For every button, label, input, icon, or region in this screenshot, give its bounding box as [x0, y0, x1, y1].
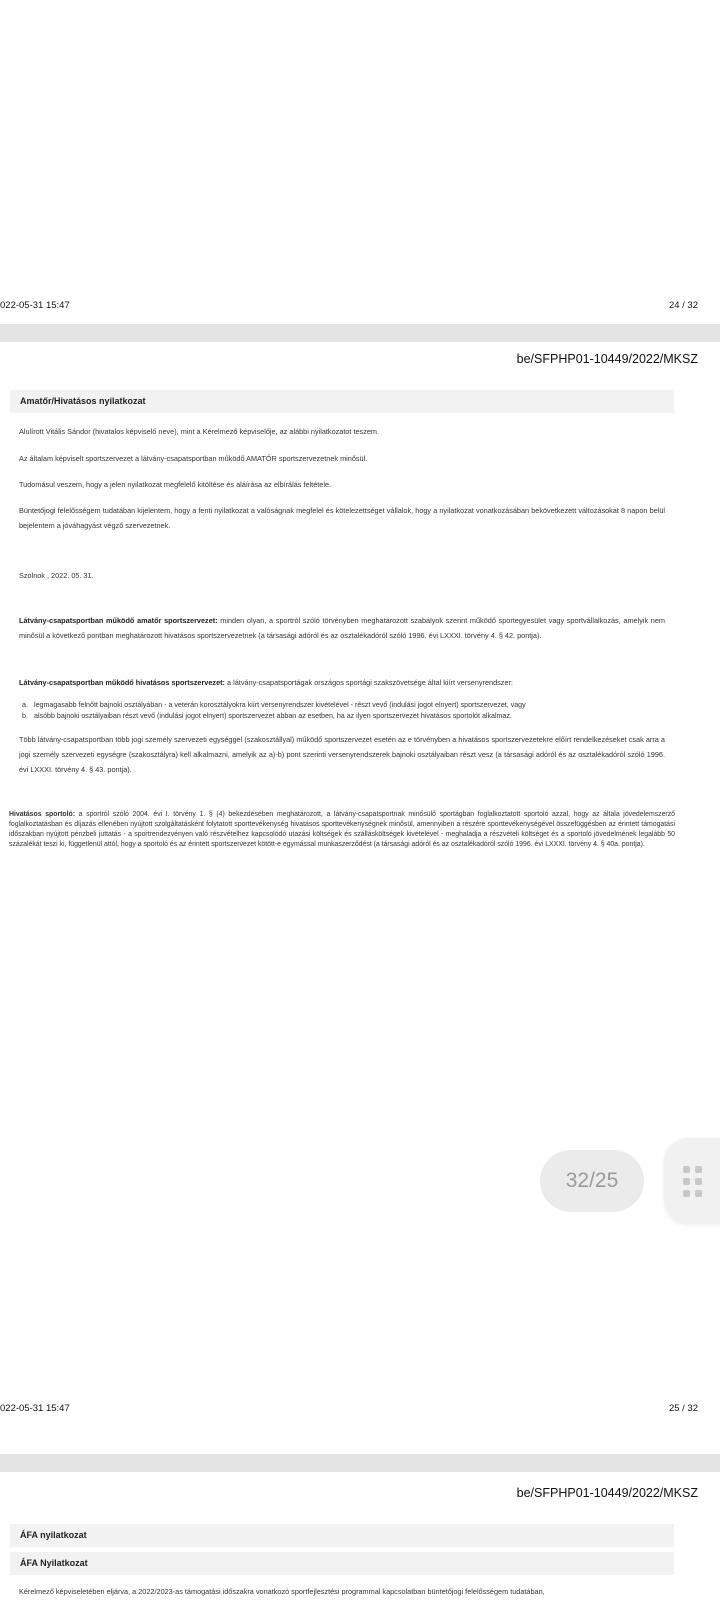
definition-amateur-text: minden olyan, a sportról szóló törvényben meghatározott szabályok szerint működő sportegyesület vagy sportvállalkozás, amelyik nem minősül a következő pontban meghatározott hivatásos sportszervezetnek (a társasági adóról és az osztalékadóról szóló 1996. évi LXXXI. törvény 4. § 42. pontja).: [19, 616, 666, 640]
paragraph-intro: Alulírott Vitális Sándor (hivatalos képviselő neve), mint a Kérelmező képviselője, az alábbi nyilatkozatot teszem.: [19, 427, 380, 436]
definition-professional-athlete: [9, 810, 675, 850]
grid-menu-button[interactable]: [664, 1138, 720, 1224]
paragraph-multiple-sports: Több látvány-csapatsportban több jogi személy szervezeti egységgel (szakosztállyal) működő sportszervezet esetén az e törvényben a hivatásos sportszervezetekre előírt rendelkezéseket csak arra a jogi személy szervezeti egységre (szakosztályra) kell alkalmazni, amelyik az a)-b) pont szerinti versenyrendszerek bajnoki osztályaiban részt vesz (a társasági adóról és az osztalékadóról szóló 1996. évi LXXXI. törvény 4. § 43. pontja).: [19, 735, 665, 774]
footer-date: 022-05-31 15:47: [0, 300, 70, 311]
professional-athlete-text: a sportról szóló 2004. évi I. törvény 1. § (4) bekezdésében meghatározott, a látvány-csapatsportnak minősülő sportágban foglalkoztatott sportoló azzal, hogy az általa jövedelemszerző foglalkoztatásban és díjazás ellenében nyújtott szolgáltatásként folytatott sporttevékenység hivatásos sporttevékenységnek minősül, amennyiben a részére sporttevékenységével összefüggésben az érintett támogatási időszakban nyújtott pénzbeli juttatás - a sportrendezvényen való részvételhez kapcsolódó utazási költségek és szállásköltségek kivételével - meghaladja a részvételi költséget és a sportoló jövedelmének legalább 50 százalékát teszi ki, függetlenül attól, hogy a sportoló és az érintett sportszervezet kötött-e egymással munkaszerződést (a társasági adóról és az osztalékadóról szóló 1996. évi LXXXI. törvény 4. § 40a. pontja).: [9, 811, 675, 849]
document-id: be/SFPHP01-10449/2022/MKSZ: [516, 352, 698, 366]
list-item: b. alsóbb bajnoki osztályaiban részt vevő (indulási jogot elnyert) sportszervezet abban az esetben, ha az ilyen sportszervezet hivatásos sportolót alkalmaz.: [22, 712, 512, 720]
footer-page-number: 24 / 32: [668, 300, 698, 311]
definition-amateur-title: Látvány-csapatsportban működő amatőr sportszervezet:: [19, 616, 218, 625]
footer-date: 022-05-31 15:47: [0, 1403, 70, 1414]
page-24: [0, 0, 720, 324]
page-counter: 32/25: [540, 1150, 644, 1212]
page-25: [0, 342, 720, 1454]
footer-page-number: 25 / 32: [668, 1403, 698, 1414]
definition-list: [22, 700, 662, 722]
list-item: a. legmagasabb felnőtt bajnoki osztályában - a veterán korosztályokra kiírt versenyrendszer kivételével - részt vevő (indulási jogot elnyert) sportszervezet, vagy: [22, 701, 526, 709]
place-date: Szolnok , 2022. 05. 31.: [19, 571, 94, 580]
paragraph-vat-intro: Kérelmező képviseletében eljárva, a 2022/2023-as támogatási időszakra vonatkozó sportfejlesztési programmal kapcsolatban büntetőjogi felelősségem tudatában,: [19, 1587, 545, 1596]
document-id: be/SFPHP01-10449/2022/MKSZ: [516, 1486, 698, 1500]
paragraph-acknowledge: Tudomásul veszem, hogy a jelen nyilatkozat megfelelő kitöltése és aláírása az elbírálás feltétele.: [19, 480, 332, 489]
page-26: [0, 1472, 720, 1600]
definition-professional-title: Látvány-csapatsportban működő hivatásos sportszervezet:: [19, 678, 225, 687]
professional-athlete-title: Hivatásos sportoló:: [9, 811, 76, 818]
definition-professional: [19, 675, 665, 690]
section-title-vat: ÁFA nyilatkozat: [10, 1524, 674, 1547]
section-title: Amatőr/Hivatásos nyilatkozat: [10, 390, 674, 413]
paragraph-amateur-status: Az általam képviselt sportszervezet a látvány-csapatsportban működő AMATŐR sportszervezetnek minősül.: [19, 454, 368, 463]
definition-amateur: [19, 613, 665, 643]
paragraph-liability: Büntetőjogi felelősségem tudatában kijelentem, hogy a fenti nyilatkozat a valóságnak megfelel és kötelezettséget vállalok, hogy a nyilatkozat vonatkozásában bekövetkezett változásokat 8 napon belül bejelentem a jóváhagyást végző szervezetnek.: [19, 506, 665, 530]
definition-professional-text: a látvány-csapatsportágak országos sportági szakszövetsége által kiírt versenyrendszer:: [225, 678, 513, 687]
section-title-vat-declaration: ÁFA Nyilatkozat: [10, 1552, 674, 1575]
